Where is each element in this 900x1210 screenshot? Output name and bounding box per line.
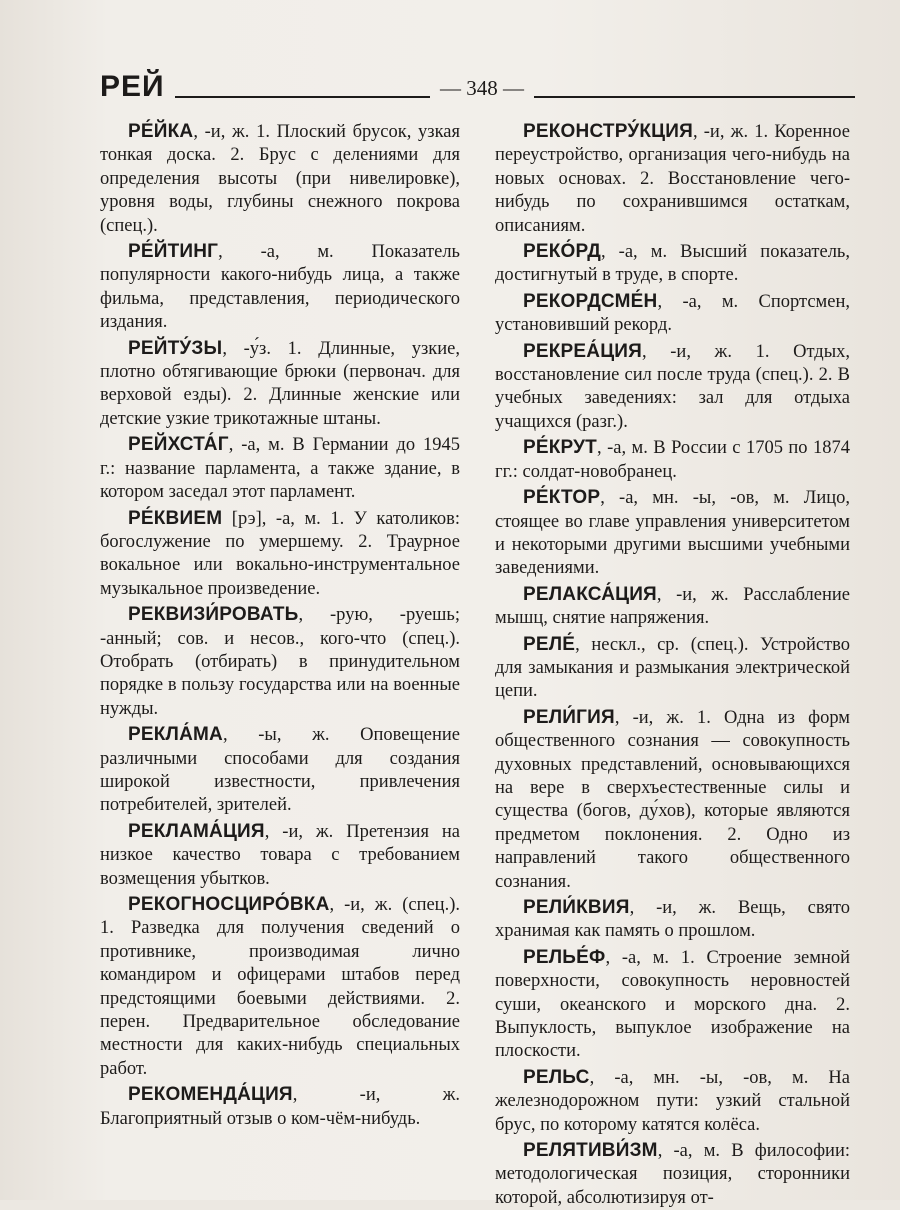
entry-definition: , -а, м. В философии: методологическая позиция, сторонники которой, абсолютизируя от- [495,1141,850,1208]
entry-headword: РЕКОМЕНДА́ЦИЯ [128,1084,293,1106]
dictionary-entry [495,120,850,238]
entry-headword: РЕЙТУ́ЗЫ [128,337,223,359]
entry-headword: РЕ́КРУТ [523,437,597,459]
entry-definition: , -и, ж. Расслабление мышц, снятие напряжения. [495,584,850,629]
dictionary-entry [495,436,850,484]
entry-headword: РЕ́ЙТИНГ [128,241,219,263]
dictionary-entry [100,603,460,721]
entry-definition: , нескл., ср. (спец.). Устройство для замыкания и размыкания электрической цепи. [495,634,850,702]
entry-definition: , -а, м. Высший показатель, достигнутый в труде, в спорте. [495,242,850,286]
dictionary-entry [100,240,460,335]
entry-headword: РЕЛИ́ГИЯ [523,706,615,728]
entry-headword: РЕКОРДСМЕ́Н [523,290,658,312]
entry-definition: , -и, ж. 1. Одна из форм общественного сознания — совокупность духовных представлений, основывающихся на вере в сверхъестественные силы и существа (богов, ду́хов), которые являются предметом поклонения. 2. Одно из направлений такого общественного сознания. [495,707,850,892]
entry-headword: РЕКЛА́МА [128,724,223,746]
dictionary-entry [495,1139,850,1210]
entry-headword: РЕЙХСТА́Г [128,434,229,456]
entry-definition: , -и, ж. 1. Плоский брусок, узкая тонкая доска. 2. Брус с делениями для определения высоты (при нивелировке), уровня воды, глубины снежного покрова (спец.). [100,122,460,236]
dictionary-entry [100,1083,460,1131]
entry-headword: РЕЛИ́КВИЯ [523,897,630,918]
entry-headword: РЕ́ЙКА [128,121,194,142]
entry-definition: , -и, ж. 1. Коренное переустройство, организация чего-нибудь на новых основах. 2. Восстановление чего-нибудь по сохранившимся остаткам, описаниям. [495,122,850,236]
entry-headword: РЕЛЕ́ [523,633,576,655]
entry-definition: , -и, ж. (спец.). 1. Разведка для получения сведений о противнике, производимая лично командиром и офицерами штабов перед предстоящими боевыми действиями. 2. перен. Предварительное обследование местности для каких-нибудь специальных работ. [100,895,460,1079]
dictionary-entry [495,583,850,631]
entry-definition: , -и, ж. Благоприятный отзыв о ком-чём-нибудь. [100,1085,460,1129]
dictionary-entry [495,290,850,338]
page-number: — 348 — [430,76,534,101]
entry-headword: РЕКОНСТРУ́КЦИЯ [523,121,693,142]
entry-headword: РЕКРЕА́ЦИЯ [523,340,643,362]
entry-headword: РЕЛЯТИВИ́ЗМ [523,1140,658,1162]
entry-headword: РЕКВИЗИ́РОВАТЬ [128,604,299,626]
entry-definition: , -и, ж. 1. Отдых, восстановление сил после труда (спец.). 2. В учебных заведениях: зал для отдыха учащихся (разг.). [495,341,850,432]
entry-definition: , -а, м. Спортсмен, установивший рекорд. [495,291,850,336]
dictionary-entry [495,706,850,894]
entry-headword: РЕКО́РД [523,241,601,263]
entry-definition: [рэ], -а, м. 1. У католиков: богослужение по умершему. 2. Траурное вокальное или вокально-инструментальное музыкальное произведение. [100,508,460,599]
guide-word: РЕЙ [100,70,165,103]
entry-definition: , -у́з. 1. Длинные, узкие, плотно обтягивающие брюки (первонач. для верховой езды). 2. Длинные женские или детские узкие трикотажные штаны. [100,338,460,429]
entry-definition: , -и, ж. Претензия на низкое качество товара с требованием возмещения убытков. [100,821,460,889]
entry-headword: РЕЛАКСА́ЦИЯ [523,583,657,605]
entry-definition: , -а, м. 1. Строение земной поверхности, совокупность неровностей суши, океанского и морского дна. 2. Выпуклость, выпуклое изображение на плоскости. [495,947,850,1062]
dictionary-entry [100,120,460,238]
entry-headword: РЕЛЬС [523,1066,590,1088]
dictionary-entry [495,633,850,704]
entry-headword: РЕ́КВИЕМ [128,507,223,529]
entry-headword: РЕКЛАМА́ЦИЯ [128,820,265,842]
dictionary-entry [100,337,460,432]
page-header [100,70,855,110]
entry-definition: , -и, ж. Вещь, свято хранимая как память о прошлом. [495,898,850,942]
dictionary-entry [495,1066,850,1137]
dictionary-entry [495,486,850,581]
entry-definition: , -а, мн. -ы, -ов, м. Лицо, стоящее во главе управления университетом и некоторыми другими высшими учебными заведениями. [495,488,850,579]
dictionary-entry [100,820,460,891]
dictionary-entry [495,340,850,435]
right-column [495,120,850,1208]
dictionary-entry [495,896,850,944]
dictionary-entry [100,893,460,1081]
entry-definition: , -а, мн. -ы, -ов, м. На железнодорожном пути: узкий стальной брус, по которому катятся колёса. [495,1067,850,1135]
entry-definition: , -ы, ж. Оповещение различными способами для создания широкой известности, привлечения потребителей, зрителей. [100,725,460,816]
dictionary-entry [495,946,850,1064]
dictionary-entry [100,433,460,504]
entry-headword: РЕЛЬЕ́Ф [523,946,606,968]
dictionary-entry [100,723,460,818]
dictionary-entry [100,507,460,602]
entry-headword: РЕКОГНОСЦИРО́ВКА [128,894,330,915]
dictionary-entry [495,240,850,288]
entry-headword: РЕ́КТОР [523,487,601,509]
entry-definition: , -а, м. В России с 1705 по 1874 гг.: солдат-новобранец. [495,438,850,482]
entry-definition: , -а, м. Показатель популярности какого-нибудь лица, а также фильма, представления, периодического издания. [100,242,460,333]
left-column [100,120,460,1160]
entry-definition: , -рую, -руешь; -анный; сов. и несов., кого-что (спец.). Отобрать (отбирать) в принудительном порядке в пользу государства или на военные нужды. [100,605,460,719]
entry-definition: , -а, м. В Германии до 1945 г.: название парламента, а также здание, в котором заседал этот парламент. [100,435,460,503]
